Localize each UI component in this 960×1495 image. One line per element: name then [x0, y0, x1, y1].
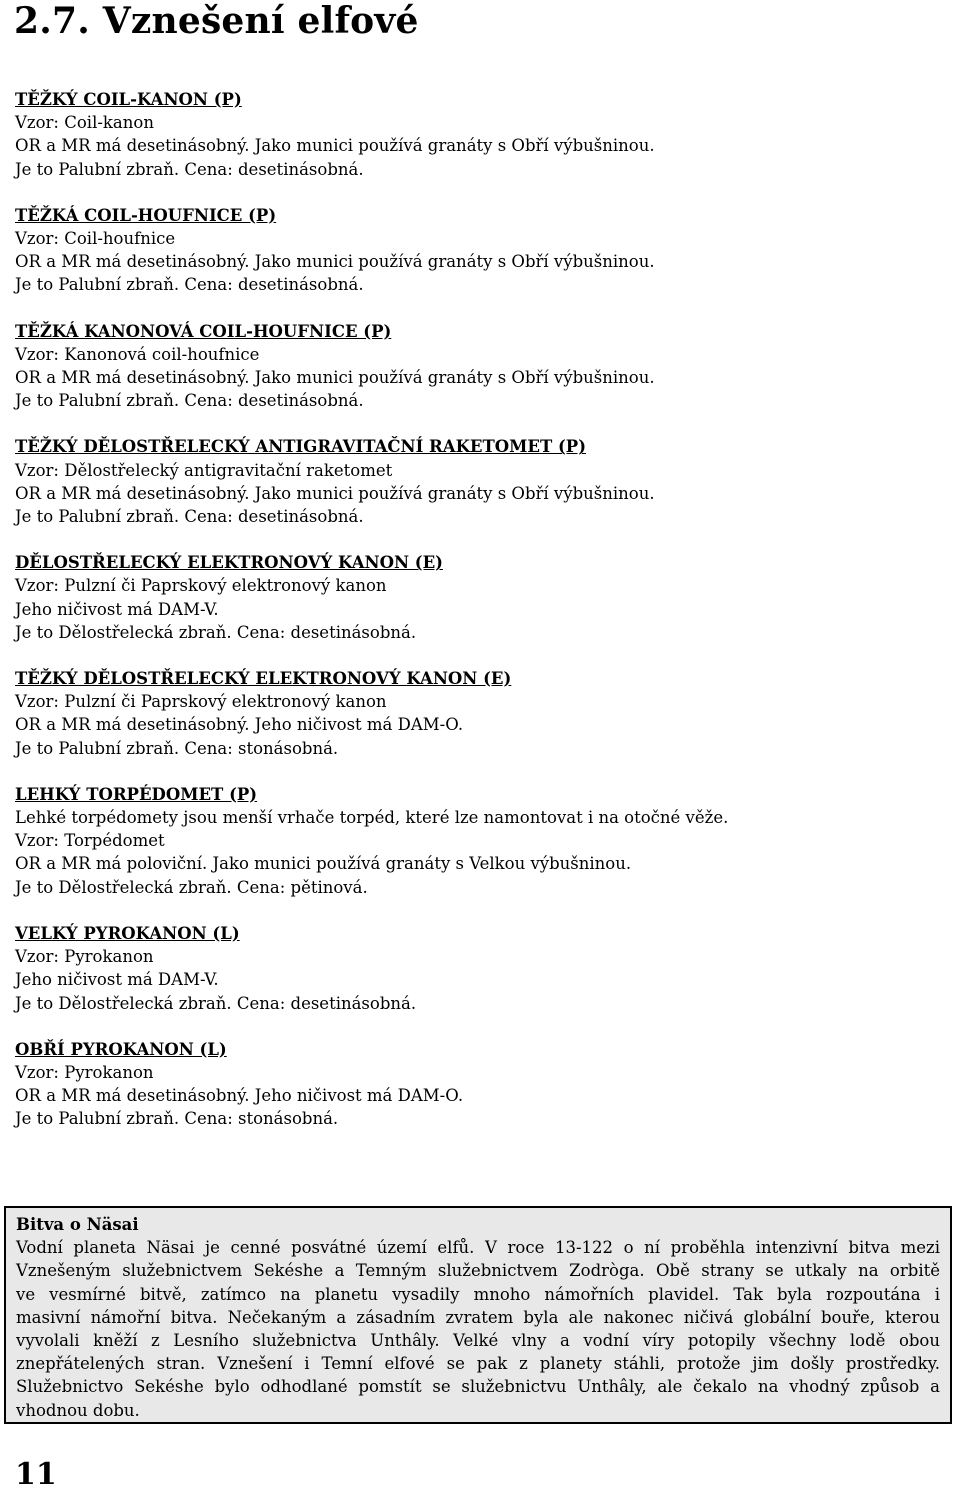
weapon-name: TĚŽKÝ COIL-KANON (P) [15, 90, 242, 109]
page-number: 11 [15, 1457, 57, 1492]
weapon-pattern: Vzor: Coil-houfnice [15, 229, 176, 249]
weapon-pattern: Vzor: Pyrokanon [15, 1062, 154, 1082]
weapon-pattern: Vzor: Kanonová coil-houfnice [15, 344, 260, 364]
weapon-entry [15, 435, 945, 528]
weapon-stats: OR a MR má desetinásobný. Jako munici používá granáty s Obří výbušninou. [15, 136, 655, 156]
weapon-entry [15, 1038, 945, 1131]
weapon-stats: OR a MR má desetinásobný. Jeho ničivost má DAM-O. [15, 715, 464, 735]
weapon-name: OBŘÍ PYROKANON (L) [15, 1039, 227, 1059]
weapon-stats: Jeho ničivost má DAM-V. [15, 970, 219, 990]
weapon-pattern: Vzor: Pulzní či Paprskový elektronový kanon [15, 576, 387, 596]
weapon-stats: OR a MR má desetinásobný. Jako munici používá granáty s Obří výbušninou. [15, 368, 655, 388]
sidebar-text-line: ve vesmírné bitvě, zatímco na planetu vysadily mnoho námořních plavidel. Tak byla rozpoutána i [16, 1284, 940, 1304]
weapon-entry [15, 88, 945, 181]
sidebar-title: Bitva o Näsai [16, 1215, 139, 1234]
sidebar-text-line: znepřátelených stran. Vznešení i Temní elfové se pak z planety stáhli, protože jim došly prostředky. [16, 1354, 940, 1374]
sidebar-text-line: masivní námořní bitva. Nečekaným a zásadním zvratem byla ale nakonec ničivá globální bouře, kterou [16, 1307, 940, 1327]
weapon-type-price: Je to Dělostřelecká zbraň. Cena: pětinová. [15, 877, 368, 897]
weapon-pattern: Vzor: Coil-kanon [15, 113, 154, 133]
weapon-stats: OR a MR má desetinásobný. Jako munici používá granáty s Obří výbušninou. [15, 252, 655, 272]
weapon-type-price: Je to Palubní zbraň. Cena: desetinásobná. [15, 159, 364, 179]
weapon-entry [15, 320, 945, 413]
sidebar-text-line: vhodnou dobu. [16, 1400, 140, 1420]
weapon-name: LEHKÝ TORPÉDOMET (P) [15, 784, 258, 804]
weapon-entry [15, 551, 945, 644]
weapon-name: TĚŽKÝ DĚLOSTŘELECKÝ ELEKTRONOVÝ KANON (E) [15, 669, 512, 689]
sidebar-text-line: Služebnictvo Sekéshe bylo odhodlané pomstít se služebnictvu Unthâly, ale čekalo na vhodný způsob a [16, 1377, 940, 1397]
weapon-type-price: Je to Dělostřelecká zbraň. Cena: desetinásobná. [15, 993, 417, 1013]
weapon-type-price: Je to Dělostřelecká zbraň. Cena: desetinásobná. [15, 622, 417, 642]
weapon-type-price: Je to Palubní zbraň. Cena: desetinásobná. [15, 391, 364, 411]
weapon-type-price: Je to Palubní zbraň. Cena: stonásobná. [15, 738, 339, 758]
weapon-type-price: Je to Palubní zbraň. Cena: desetinásobná. [15, 275, 364, 295]
sidebar-text-line: vyvolali kněží z Lesního služebnictva Unthâly. Velké vlny a vodní víry potopily všechny lodě obou [16, 1331, 940, 1351]
weapon-entries [15, 88, 945, 1154]
weapon-name: TĚŽKÝ DĚLOSTŘELECKÝ ANTIGRAVITAČNÍ RAKETOMET (P) [15, 437, 587, 457]
lore-sidebar-box [4, 1206, 952, 1424]
weapon-name: TĚŽKÁ COIL-HOUFNICE (P) [15, 205, 277, 225]
weapon-pattern: Vzor: Pyrokanon [15, 947, 154, 967]
weapon-entry [15, 667, 945, 760]
weapon-name: VELKÝ PYROKANON (L) [15, 923, 240, 943]
weapon-entry [15, 204, 945, 297]
weapon-name: TĚŽKÁ KANONOVÁ COIL-HOUFNICE (P) [15, 321, 392, 341]
weapon-pattern: Vzor: Dělostřelecký antigravitační raketomet [15, 460, 393, 480]
weapon-type-price: Je to Palubní zbraň. Cena: desetinásobná. [15, 507, 364, 527]
weapon-entry [15, 783, 945, 899]
weapon-description: Lehké torpédomety jsou menší vrhače torpéd, které lze namontovat i na otočné věže. [15, 808, 729, 828]
weapon-pattern: Vzor: Pulzní či Paprskový elektronový kanon [15, 692, 387, 712]
weapon-entry [15, 922, 945, 1015]
weapon-stats: OR a MR má poloviční. Jako munici používá granáty s Velkou výbušninou. [15, 854, 632, 874]
sidebar-text-line: Vodní planeta Näsai je cenné posvátné území elfů. V roce 13-122 o ní proběhla intenzivní bitva mezi [16, 1238, 940, 1258]
weapon-name: DĚLOSTŘELECKÝ ELEKTRONOVÝ KANON (E) [15, 553, 443, 573]
weapon-stats: Jeho ničivost má DAM-V. [15, 599, 219, 619]
weapon-stats: OR a MR má desetinásobný. Jeho ničivost má DAM-O. [15, 1086, 464, 1106]
weapon-stats: OR a MR má desetinásobný. Jako munici používá granáty s Obří výbušninou. [15, 483, 655, 503]
weapon-pattern: Vzor: Torpédomet [15, 831, 165, 851]
sidebar-text-line: Vznešeným služebnictvem Sekéshe a Temným služebnictvem Zodròga. Obě strany se utkaly na orbitě [16, 1261, 940, 1281]
weapon-type-price: Je to Palubní zbraň. Cena: stonásobná. [15, 1109, 339, 1129]
page-title: 2.7. Vznešení elfové [14, 0, 419, 42]
